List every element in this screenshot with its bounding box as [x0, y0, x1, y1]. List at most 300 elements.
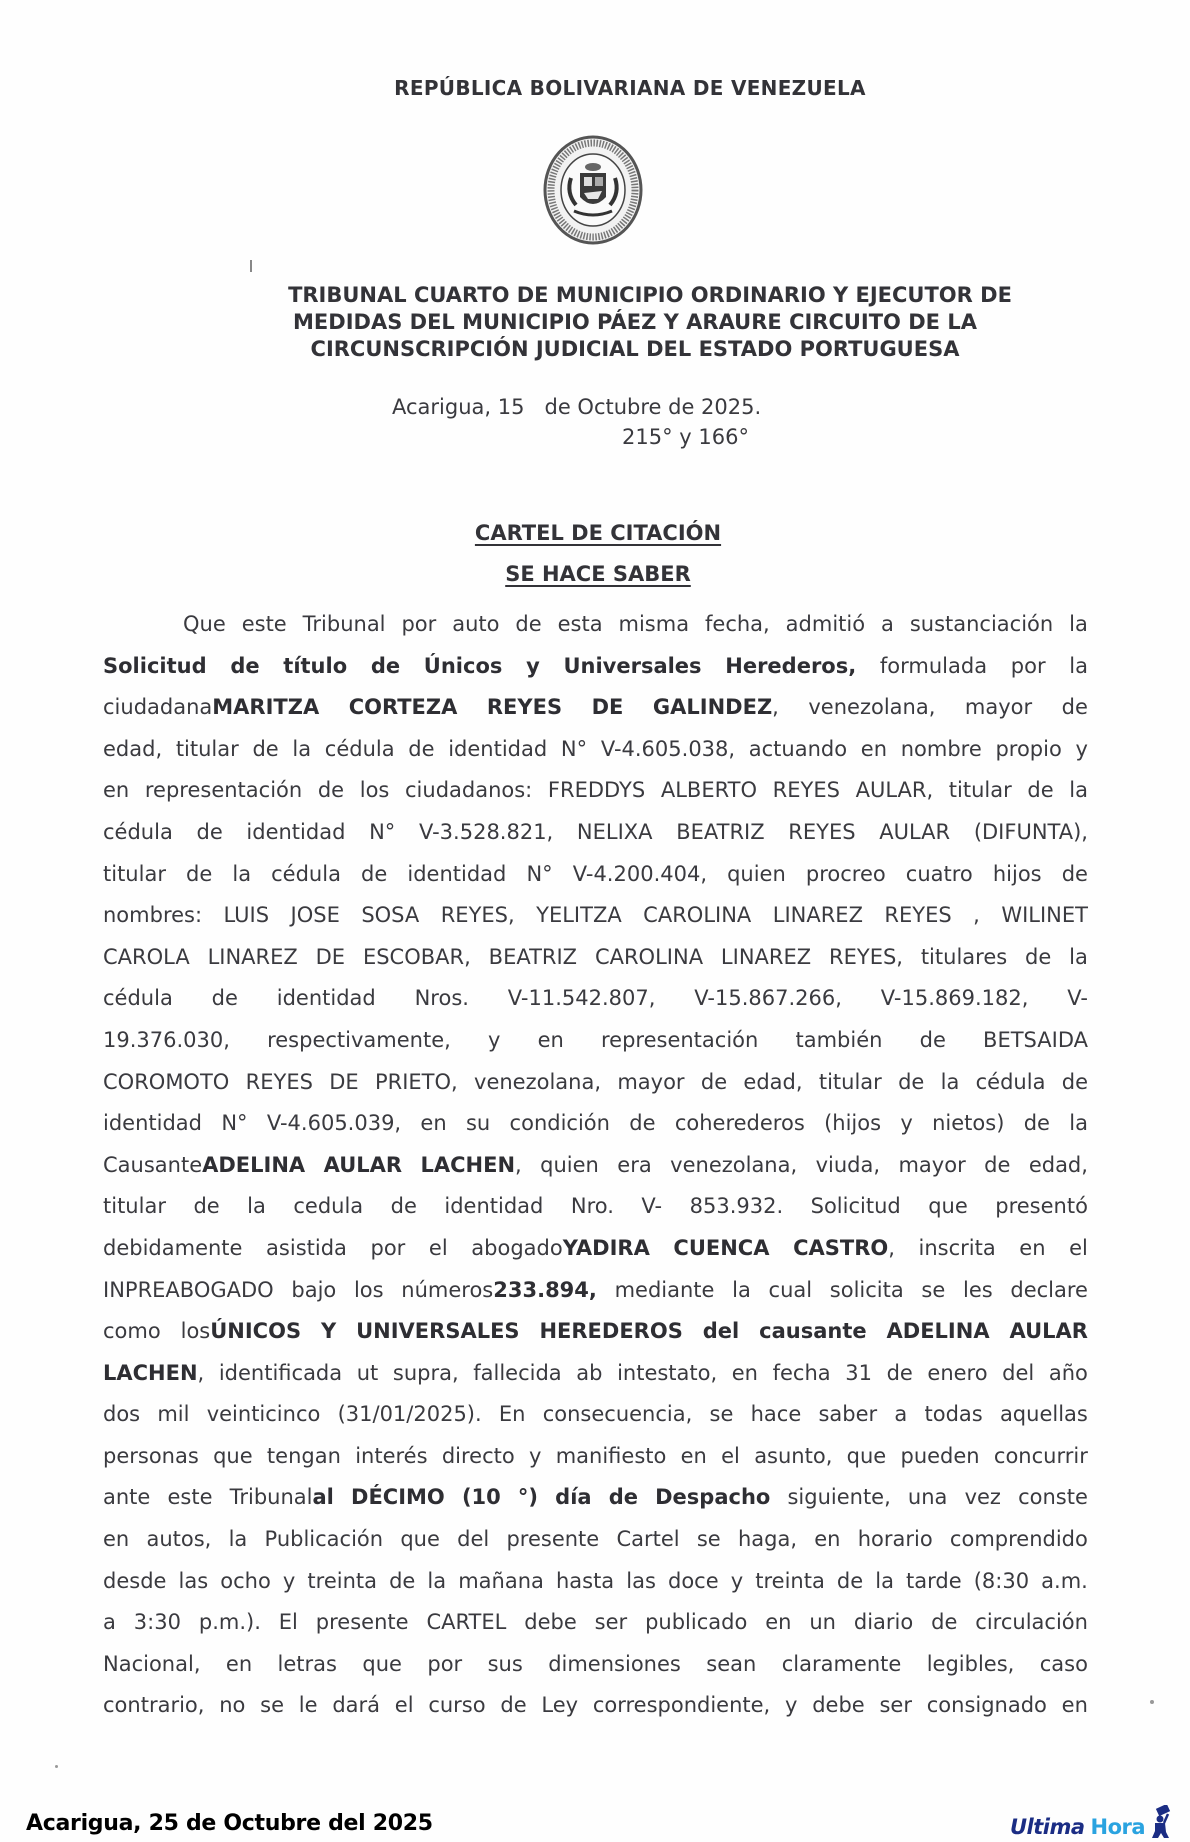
text: N°	[526, 861, 553, 886]
body-word	[881, 978, 1029, 1020]
body-word	[710, 1394, 734, 1436]
body-word	[371, 646, 400, 688]
body-word	[157, 1394, 189, 1436]
body-word	[1029, 1145, 1088, 1187]
bold-text: CASTRO	[793, 1235, 889, 1260]
text: Tribunal	[229, 1485, 313, 1510]
body-word	[103, 978, 173, 1020]
text: de	[317, 778, 345, 803]
text: de	[1061, 695, 1088, 720]
text: año	[1048, 1360, 1088, 1385]
text: que	[362, 1651, 402, 1676]
text: de	[186, 861, 213, 886]
text: dos	[103, 1402, 141, 1427]
body-word	[814, 1519, 840, 1561]
text: del	[1002, 1360, 1035, 1385]
text: debe	[812, 1693, 865, 1718]
body-word	[369, 812, 395, 854]
body-line	[103, 604, 1088, 646]
body-word	[898, 1145, 965, 1187]
body-word	[694, 978, 842, 1020]
text: cédula	[103, 819, 173, 844]
bold-text: Solicitud	[103, 653, 207, 678]
text: un	[809, 1610, 836, 1635]
body-word	[361, 854, 387, 896]
text: y	[900, 1111, 913, 1136]
body-word	[727, 854, 786, 896]
body-word	[785, 1685, 797, 1727]
text: caso	[1039, 1651, 1088, 1676]
body-line	[103, 1519, 1088, 1561]
body-line	[103, 1270, 1088, 1312]
text: ante	[103, 1485, 151, 1510]
text: cédula	[271, 861, 341, 886]
body-word	[697, 1519, 721, 1561]
body-word	[994, 1436, 1088, 1478]
body-word	[617, 1353, 717, 1395]
body-word	[731, 1561, 743, 1603]
text: correspondiente,	[592, 1693, 771, 1718]
body-word	[242, 604, 287, 646]
body-word	[824, 1103, 881, 1145]
text: fecha,	[705, 612, 770, 636]
logo-hora-text: Hora	[1090, 1815, 1146, 1839]
bold-text: REYES	[486, 695, 563, 720]
body-word	[974, 812, 1088, 854]
text: que	[213, 1443, 253, 1468]
body-word	[199, 1602, 261, 1644]
text: comprendido	[949, 1527, 1088, 1552]
bold-text: (10	[461, 1485, 501, 1510]
text: de	[408, 736, 435, 761]
body-word	[316, 1602, 409, 1644]
body-word	[1001, 895, 1088, 937]
body-word	[518, 1477, 538, 1519]
text: AULAR	[879, 819, 951, 844]
text: titular	[103, 1194, 166, 1219]
body-word	[526, 646, 540, 688]
text: a.m.	[1041, 1568, 1088, 1593]
body-word	[906, 854, 973, 896]
bold-text: UNIVERSALES	[356, 1319, 520, 1344]
body-word	[995, 1186, 1088, 1228]
body-word	[773, 1353, 831, 1395]
body-word	[1069, 1103, 1088, 1145]
body-line	[103, 937, 1088, 979]
body-word	[577, 812, 653, 854]
bold-text: Herederos,	[725, 653, 857, 678]
body-word	[754, 1436, 832, 1478]
body-word	[499, 1394, 526, 1436]
body-word	[676, 812, 764, 854]
text: LUIS	[223, 903, 270, 928]
body-word	[1027, 770, 1053, 812]
body-word	[103, 1602, 116, 1644]
body-word	[167, 1477, 212, 1519]
body-word	[103, 646, 207, 688]
body-word	[458, 1561, 544, 1603]
text: la	[1069, 653, 1088, 678]
body-word	[103, 1311, 161, 1353]
body-word	[1067, 978, 1088, 1020]
text: personas	[103, 1443, 199, 1468]
body-word	[103, 1186, 166, 1228]
text: V-4.200.404,	[572, 861, 707, 886]
text: sean	[706, 1651, 757, 1676]
text: nombres:	[103, 903, 203, 928]
body-line	[103, 1311, 1088, 1353]
body-word	[1069, 1228, 1088, 1270]
text: este	[241, 612, 287, 636]
text: COROMOTO	[103, 1069, 230, 1094]
text: la	[732, 1277, 751, 1302]
body-word	[1062, 1685, 1088, 1727]
text: y	[785, 1693, 798, 1718]
body-word	[573, 854, 707, 896]
text: representación	[601, 1027, 759, 1052]
body-word	[845, 1353, 872, 1395]
body-word	[357, 1353, 379, 1395]
text: asunto,	[754, 1443, 833, 1468]
text: el	[721, 1443, 740, 1468]
text: en	[103, 778, 130, 803]
text: y	[282, 1568, 296, 1593]
bold-text: HEREDEROS	[539, 1319, 683, 1344]
text: se	[696, 1527, 721, 1552]
text: de	[1061, 1069, 1088, 1094]
body-word	[515, 604, 541, 646]
body-word	[879, 812, 950, 854]
body-word	[506, 1519, 599, 1561]
text: respectivamente,	[267, 1027, 451, 1052]
text: titulares	[920, 944, 1008, 969]
body-word	[653, 687, 779, 729]
text: de	[252, 736, 279, 761]
body-word	[829, 937, 903, 979]
text: de	[836, 1568, 864, 1593]
body-word	[408, 729, 434, 771]
body-line	[103, 1020, 1088, 1062]
body-word	[207, 1394, 321, 1436]
body-word	[786, 604, 865, 646]
body-word	[303, 604, 386, 646]
text: actuando	[748, 736, 848, 761]
text: REYES	[884, 903, 952, 928]
text: la	[1069, 778, 1088, 803]
body-word	[732, 1353, 758, 1395]
text: 31	[845, 1360, 872, 1385]
body-word	[1062, 1062, 1088, 1104]
text: Publicación	[264, 1527, 384, 1552]
body-word	[861, 729, 887, 771]
text: de	[629, 1111, 656, 1136]
body-word	[213, 1436, 253, 1478]
body-word	[773, 770, 840, 812]
text: misma	[618, 612, 690, 636]
text: en	[537, 1027, 564, 1052]
text: les	[962, 1277, 993, 1302]
text: (8:30	[973, 1568, 1030, 1593]
text: aquellas	[999, 1402, 1088, 1427]
bold-text: GALINDEZ	[652, 695, 773, 720]
text: (DIFUNTA),	[973, 819, 1088, 844]
body-word	[246, 1062, 313, 1104]
bold-text: YADIRA	[562, 1235, 650, 1260]
text: condición	[509, 1111, 610, 1136]
coat-of-arms-seal-icon	[538, 133, 648, 248]
text: contrario,	[103, 1693, 205, 1718]
body-word	[267, 1436, 341, 1478]
body-word	[995, 729, 1061, 771]
body-word	[474, 1062, 601, 1104]
body-word	[879, 1685, 912, 1727]
text: El	[278, 1610, 298, 1635]
body-word	[415, 978, 469, 1020]
text: ab	[576, 1360, 603, 1385]
text: CAROLA	[103, 944, 190, 969]
body-word	[806, 854, 886, 896]
body-word	[393, 1353, 459, 1395]
body-word	[854, 1602, 913, 1644]
body-word	[291, 1270, 336, 1312]
text: Nacional,	[103, 1651, 201, 1676]
body-word	[543, 1394, 693, 1436]
body-word	[471, 1228, 650, 1270]
text: era	[617, 1152, 652, 1177]
body-word	[670, 1145, 797, 1187]
body-word	[103, 937, 190, 979]
text: veinticinco	[206, 1402, 321, 1427]
text: interés	[355, 1443, 428, 1468]
body-word	[1040, 1644, 1088, 1686]
text: debidamente	[103, 1235, 243, 1260]
body-word	[529, 1436, 541, 1478]
text: la	[228, 1527, 248, 1552]
text: números	[401, 1277, 494, 1302]
body-word	[901, 729, 982, 771]
text: identidad	[448, 736, 548, 761]
text: que	[846, 1443, 887, 1468]
body-line	[103, 1602, 1088, 1644]
body-word	[183, 604, 226, 646]
text: V-4.605.038,	[600, 736, 736, 761]
text: fecha	[772, 1360, 831, 1385]
text: SOSA	[361, 903, 420, 928]
text: REYES	[772, 778, 840, 803]
text: su	[465, 1111, 491, 1136]
body-word	[830, 1270, 904, 1312]
text: curso	[428, 1693, 486, 1718]
text: N°	[369, 819, 396, 844]
body-word	[1018, 1477, 1088, 1519]
text: edad,	[743, 1069, 803, 1094]
body-word	[1010, 1270, 1088, 1312]
body-word	[875, 1561, 894, 1603]
body-word	[389, 1561, 415, 1603]
text: FREDDYS	[547, 778, 646, 803]
body-word	[279, 1602, 298, 1644]
body-word	[391, 1186, 417, 1228]
body-line	[103, 1436, 1088, 1478]
body-word	[1011, 646, 1046, 688]
text: hace	[750, 1402, 802, 1427]
body-word	[769, 1270, 813, 1312]
text: sus	[487, 1651, 523, 1676]
body-word	[595, 1602, 628, 1644]
body-word	[858, 1519, 933, 1561]
text: las	[178, 1568, 209, 1593]
text: LINAREZ	[772, 903, 863, 928]
text: de	[984, 1152, 1011, 1177]
body-word	[230, 646, 259, 688]
body-word	[619, 604, 690, 646]
text: venezolana,	[474, 1069, 602, 1094]
text: titular	[103, 861, 166, 886]
newspaper-carrier-icon	[1147, 1805, 1173, 1839]
text: 853.932.	[689, 1194, 784, 1219]
text: el	[1069, 1235, 1088, 1260]
body-word	[540, 1145, 599, 1187]
body-word	[541, 1685, 578, 1727]
text: la	[427, 1568, 447, 1593]
text: identidad	[246, 819, 346, 844]
text: Causante	[103, 1152, 203, 1177]
body-word	[681, 1436, 707, 1478]
body-word	[571, 1186, 614, 1228]
body-word	[556, 1436, 667, 1478]
body-word	[643, 895, 751, 937]
text: ut	[356, 1360, 379, 1385]
body-word	[732, 1270, 751, 1312]
text: este	[167, 1485, 213, 1510]
text: auto	[452, 612, 500, 636]
body-word	[738, 1519, 797, 1561]
text: REYES	[788, 819, 856, 844]
text: también	[795, 1027, 883, 1052]
text: de	[700, 1069, 728, 1094]
body-line	[103, 812, 1088, 854]
body-word	[246, 812, 345, 854]
court-name-line: CIRCUNSCRIPCIÓN JUDICIAL DEL ESTADO PORTUGUESA	[310, 337, 960, 361]
body-word	[277, 978, 376, 1020]
text: debe	[524, 1610, 577, 1635]
text: procreo	[805, 861, 886, 886]
text: REYES,	[440, 903, 515, 928]
body-word	[920, 1020, 946, 1062]
body-line	[103, 1145, 1088, 1187]
body-word	[617, 1145, 651, 1187]
body-word	[103, 1685, 204, 1727]
body-word	[524, 1602, 577, 1644]
body-word	[103, 812, 173, 854]
text: doce	[668, 1568, 719, 1593]
body-word	[721, 937, 811, 979]
text: los	[353, 1277, 384, 1302]
body-word	[927, 1685, 1047, 1727]
body-word	[965, 1477, 1001, 1519]
text: REYES	[245, 1069, 313, 1094]
body-word	[1069, 937, 1088, 979]
body-word	[103, 687, 319, 729]
text: quien	[727, 861, 786, 886]
text: NELIXA	[576, 819, 653, 844]
text: por	[370, 1235, 406, 1260]
text: ,	[197, 1360, 205, 1385]
body-word	[788, 812, 855, 854]
ultima-hora-logo	[1010, 1805, 1173, 1839]
body-word	[701, 1062, 727, 1104]
body-word	[230, 1477, 334, 1519]
bold-text: LACHEN	[103, 1360, 198, 1385]
text: vez	[964, 1485, 1001, 1510]
body-word	[556, 1561, 614, 1603]
body-word	[375, 1062, 458, 1104]
body-word	[601, 729, 735, 771]
text: treinta	[755, 1568, 825, 1593]
text: nietos)	[932, 1111, 1005, 1136]
text: mayor	[964, 695, 1033, 720]
bold-text: título	[283, 653, 348, 678]
body-word	[919, 1228, 996, 1270]
text: INPREABOGADO	[103, 1277, 274, 1302]
text: consecuencia,	[542, 1402, 693, 1427]
text: haga,	[737, 1527, 797, 1552]
text: presente	[506, 1527, 600, 1552]
text: las	[626, 1568, 656, 1593]
body-word	[655, 1477, 770, 1519]
body-word	[419, 812, 553, 854]
text: 3:30	[133, 1610, 181, 1635]
text: la	[1069, 1111, 1088, 1136]
body-word	[1041, 1561, 1088, 1603]
body-word	[1069, 604, 1088, 646]
bold-text: Despacho	[655, 1485, 771, 1510]
text: identidad	[103, 1111, 202, 1136]
bold-text: MARITZA	[212, 695, 320, 720]
text: hijos	[992, 861, 1042, 886]
text: JOSE	[290, 903, 340, 928]
text: una	[907, 1485, 948, 1510]
body-word	[617, 1062, 684, 1104]
body-word	[749, 729, 847, 771]
body-word	[1002, 1353, 1034, 1395]
body-word	[271, 854, 341, 896]
body-word	[349, 687, 458, 729]
body-word	[325, 729, 395, 771]
text: horario	[857, 1527, 933, 1552]
text: a	[103, 1610, 116, 1635]
text: solicita	[829, 1277, 904, 1302]
body-word	[965, 687, 1032, 729]
text: CAROLINA	[643, 903, 752, 928]
text: de	[196, 819, 223, 844]
bold-text: AULAR	[323, 1152, 403, 1177]
text: de	[1027, 778, 1054, 803]
bold-text: de	[608, 1485, 638, 1510]
text: de	[361, 861, 388, 886]
body-word	[355, 1436, 427, 1478]
body-line	[103, 1561, 1088, 1603]
body-word	[641, 1186, 662, 1228]
text: legibles,	[926, 1651, 1015, 1676]
body-word	[500, 1685, 526, 1727]
text: tarde	[906, 1568, 962, 1593]
body-word	[351, 1477, 445, 1519]
body-word	[755, 1561, 825, 1603]
text: el	[394, 1693, 414, 1718]
body-word	[426, 1602, 506, 1644]
body-word	[103, 1353, 204, 1395]
